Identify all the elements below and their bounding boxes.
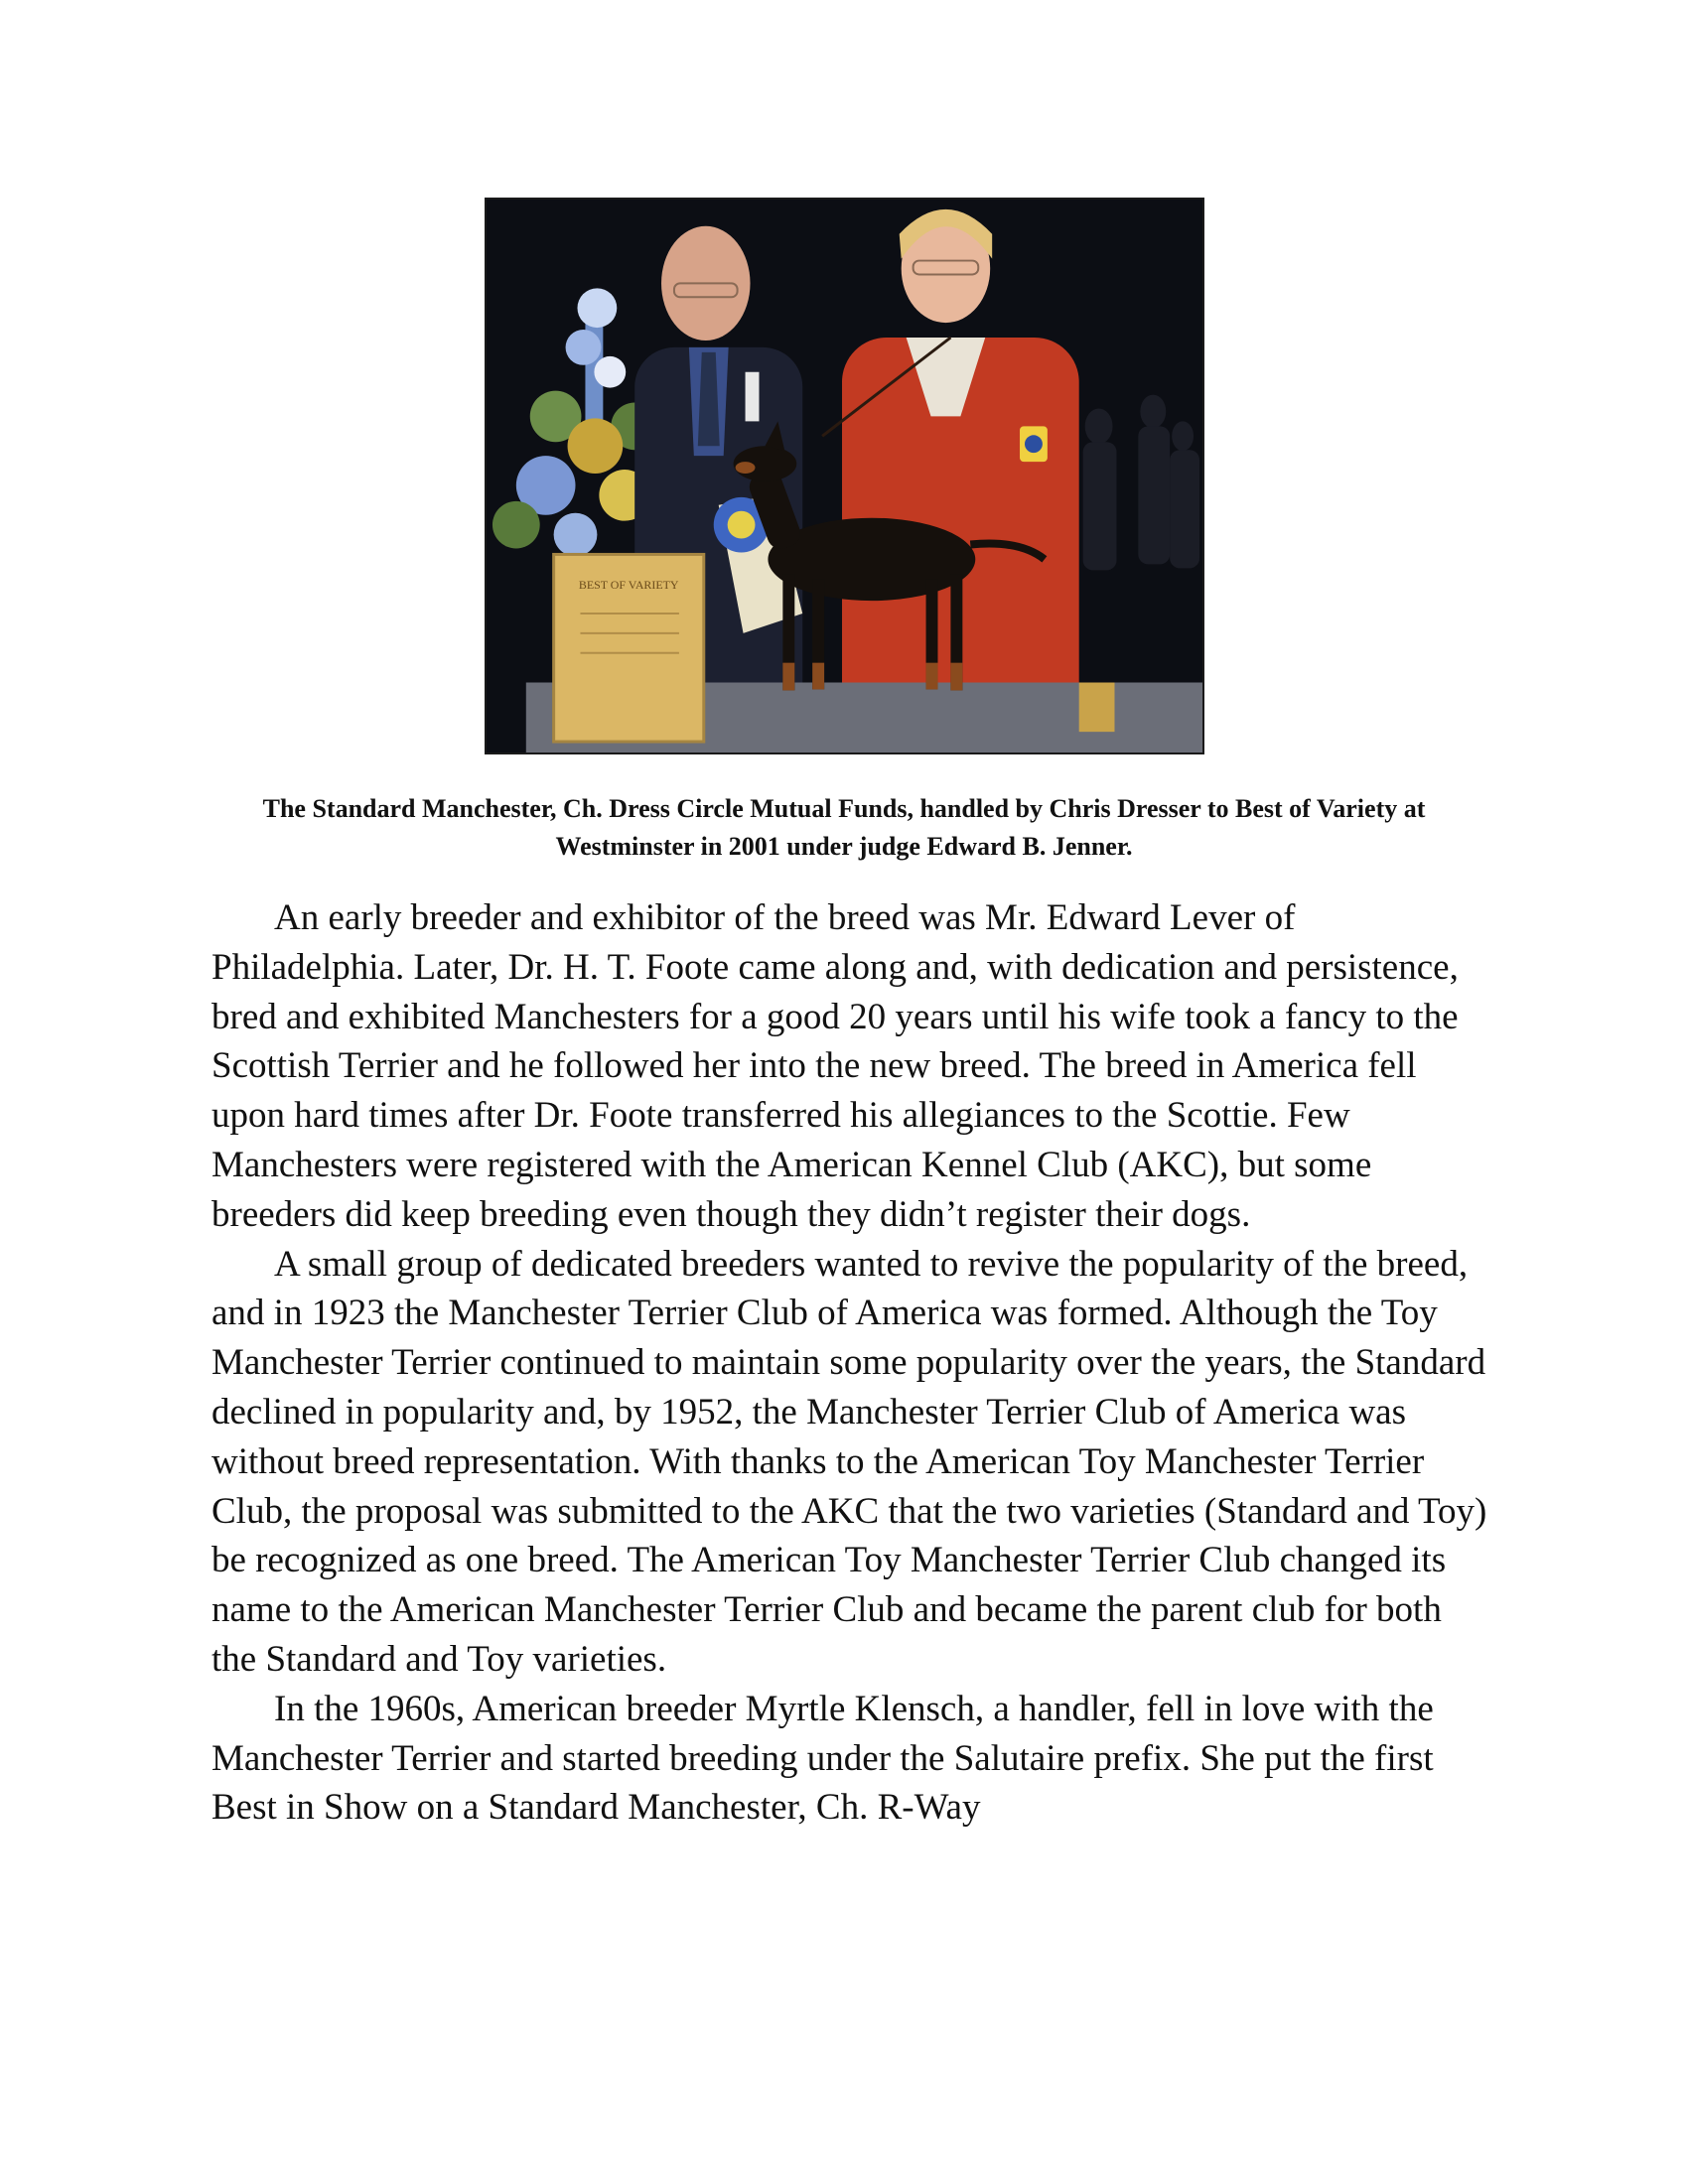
- show-photo-illustration: [487, 200, 1202, 752]
- best-of-variety-sign: [554, 554, 704, 742]
- svg-text:BEST OF VARIETY: BEST OF VARIETY: [578, 578, 679, 593]
- paragraph: A small group of dedicated breeders wanted to revive the popularity of the breed, and in 1923 the Manchester Terrier Club of America was formed. Although the Toy Manchester Terrier continued to maintain some popularity over the years, the Standard declined in popularity and, by 1952, the Manchester Terrier Club of America was without breed representation. With thanks to the American Toy Manchester Terrier Club, the proposal was submitted to the AKC that the two varieties (Standard and Toy) be recognized as one breed. The American Toy Manchester Terrier Club changed its name to the American Manchester Terrier Club and became the parent club for both the Standard and Toy varieties.: [211, 1243, 1487, 1680]
- article-body: [211, 893, 1492, 1833]
- paragraph: In the 1960s, American breeder Myrtle Klensch, a handler, fell in love with the Manchester Terrier and started breeding under the Salutaire prefix. She put the first Best in Show on a Standard Manchester, Ch. R-Way: [211, 1688, 1434, 1829]
- photo-caption: The Standard Manchester, Ch. Dress Circle Mutual Funds, handled by Chris Dresser to Best of Variety at Westminster in 2001 under judge Edward B. Jenner.: [262, 794, 1426, 861]
- paragraph: An early breeder and exhibitor of the breed was Mr. Edward Lever of Philadelphia. Later, Dr. H. T. Foote came along and, with dedication and persistence, bred and exhibited Manchesters for a good 20 years until his wife took a fancy to the Scottish Terrier and he followed her into the new breed. The breed in America fell upon hard times after Dr. Foote transferred his allegiances to the Scottie. Few Manchesters were registered with the American Kennel Club (AKC), but some breeders did keep breeding even though they didn’t register their dogs.: [211, 897, 1459, 1235]
- trophy: [1079, 683, 1115, 733]
- show-photo: [485, 198, 1204, 754]
